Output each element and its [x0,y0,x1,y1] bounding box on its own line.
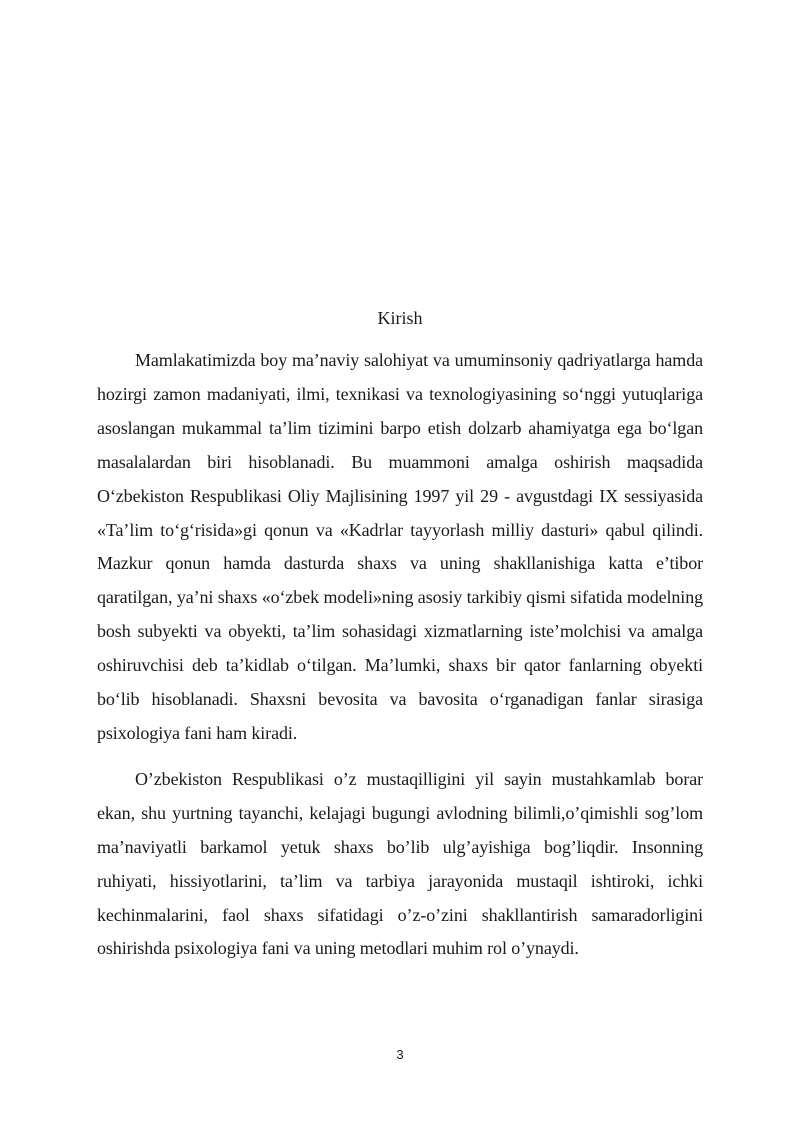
paragraph-independence: O’zbekiston Respublikasi o’z mustaqilligini yil sayin mustahkamlab borar ekan, shu yurtning tayanchi, kelajagi bugungi avlodning bilimli,o’qimishli sog’lom ma’naviyatli barkamol yetuk shaxs bo’lib ulg’ayishiga bog’liqdir. Insonning ruhiyati, hissiyotlarini, ta’lim va tarbiya jarayonida mustaqil ishtiroki, ichki kechinmalarini, faol shaxs sifatidagi o’z-o’zini shakllantirish samaradorligini oshirishda psixologiya fani va uning metodlari muhim rol o’ynaydi. [97,768,703,959]
paragraph-intro: Mamlakatimizda boy ma’naviy salohiyat va umuminsoniy qadriyatlarga hamda hozirgi zamon madaniyati, ilmi, texnikasi va texnologiyasining so‘nggi yutuqlariga asoslangan mukammal ta’lim tizimini barpo etish dolzarb ahamiyatga ega bo‘lgan masalalardan biri hisoblanadi. Bu muammoni amalga oshirish maqsadida O‘zbekiston Respublikasi Oliy Majlisining 1997 yil 29 - avgustdagi IX sessiyasida «Ta’lim to‘g‘risida»gi qonun va «Kadrlar tayyorlash milliy dasturi» qabul qilindi. Mazkur qonun hamda dasturda shaxs va uning shakllanishiga katta e’tibor qaratilgan, ya’ni shaxs «o‘zbek modeli»ning asosiy tarkibiy qismi sifatida modelning bosh subyekti va obyekti, ta’lim sohasidagi xizmatlarning iste’molchisi va amalga oshiruvchisi deb ta’kidlab o‘tilgan. Ma’lumki, shaxs bir qator fanlarning obyekti bo‘lib hisoblanadi. Shaxsni bevosita va bavosita o‘rganadigan fanlar sirasiga psixologiya fani ham kiradi. [97,350,703,743]
section-heading: Kirish [377,308,423,328]
page-number: 3 [396,1047,404,1062]
body-text [97,344,703,978]
